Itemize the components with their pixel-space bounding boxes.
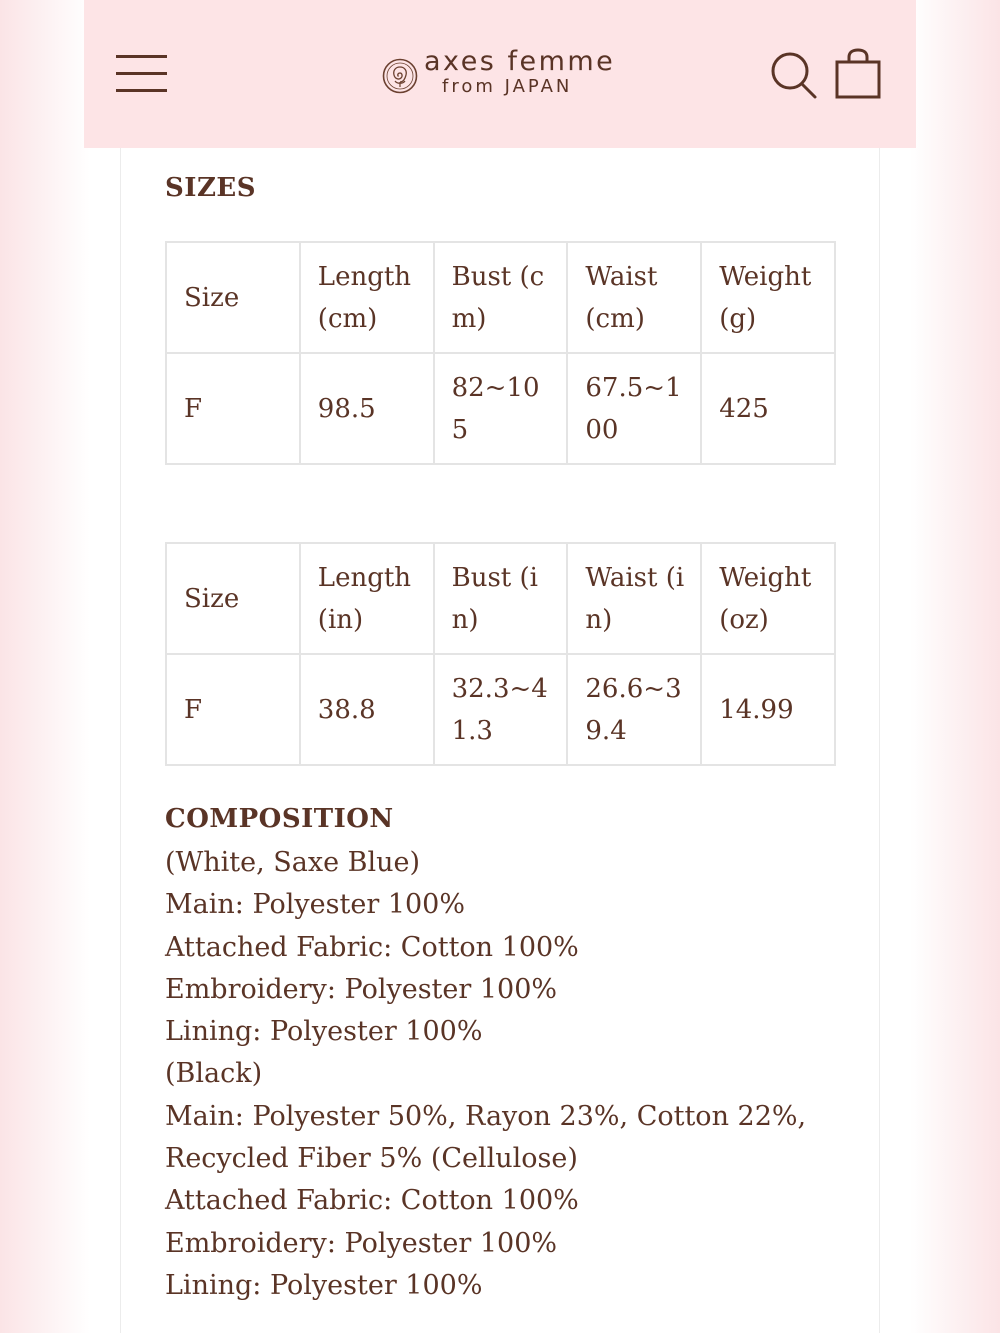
table-cell: 82~105 bbox=[434, 353, 568, 464]
composition-line: (Black) bbox=[165, 1058, 263, 1090]
table-row bbox=[166, 353, 835, 464]
table-cell: 67.5~100 bbox=[567, 353, 701, 464]
table-cell: 98.5 bbox=[300, 353, 434, 464]
size-table-cm bbox=[165, 241, 836, 465]
sizes-title: SIZES bbox=[165, 173, 257, 203]
table-header-cell: Length (cm) bbox=[300, 242, 434, 353]
composition-line: Main: Polyester 100% bbox=[165, 889, 466, 921]
table-cell: 14.99 bbox=[701, 654, 835, 765]
composition-line: Attached Fabric: Cotton 100% bbox=[165, 931, 579, 963]
table-header-cell: Weight (oz) bbox=[701, 543, 835, 654]
table-cell: 425 bbox=[701, 353, 835, 464]
composition-title: COMPOSITION bbox=[165, 804, 394, 834]
table-header-cell: Waist (cm) bbox=[567, 242, 701, 353]
table-cell: 26.6~39.4 bbox=[567, 654, 701, 765]
table-header-cell: Bust (in) bbox=[434, 543, 568, 654]
brand-tagline: from JAPAN bbox=[442, 76, 573, 97]
composition-line: Recycled Fiber 5% (Cellulose) bbox=[165, 1143, 578, 1175]
composition-line: (White, Saxe Blue) bbox=[165, 847, 421, 878]
composition-list bbox=[165, 842, 845, 1307]
composition-line: Embroidery: Polyester 100% bbox=[165, 1227, 558, 1259]
table-header-cell: Waist (in) bbox=[567, 543, 701, 654]
table-header-row bbox=[166, 543, 835, 654]
size-table-in bbox=[165, 542, 836, 766]
table-header-cell: Size bbox=[166, 242, 300, 353]
table-cell: F bbox=[166, 353, 300, 464]
product-details bbox=[120, 148, 880, 1333]
rose-logo-icon bbox=[382, 58, 418, 94]
table-header-cell: Weight (g) bbox=[701, 242, 835, 353]
composition-line: Lining: Polyester 100% bbox=[165, 1269, 483, 1301]
shopping-bag-icon[interactable] bbox=[834, 48, 882, 100]
composition-line: Attached Fabric: Cotton 100% bbox=[165, 1185, 579, 1217]
brand-name: axes femme bbox=[424, 46, 616, 77]
site-header bbox=[84, 0, 916, 148]
composition-line: Embroidery: Polyester 100% bbox=[165, 973, 558, 1005]
table-header-cell: Length (in) bbox=[300, 543, 434, 654]
table-header-cell: Bust (cm) bbox=[434, 242, 568, 353]
search-icon[interactable] bbox=[770, 50, 818, 100]
composition-line: Main: Polyester 50%, Rayon 23%, Cotton 22%, bbox=[165, 1100, 807, 1132]
table-cell: F bbox=[166, 654, 300, 765]
table-cell: 32.3~41.3 bbox=[434, 654, 568, 765]
table-header-row bbox=[166, 242, 835, 353]
table-header-cell: Size bbox=[166, 543, 300, 654]
table-cell: 38.8 bbox=[300, 654, 434, 765]
menu-icon[interactable] bbox=[116, 55, 167, 92]
table-row bbox=[166, 654, 835, 765]
brand-logo[interactable] bbox=[382, 44, 642, 104]
composition-line: Lining: Polyester 100% bbox=[165, 1016, 483, 1048]
